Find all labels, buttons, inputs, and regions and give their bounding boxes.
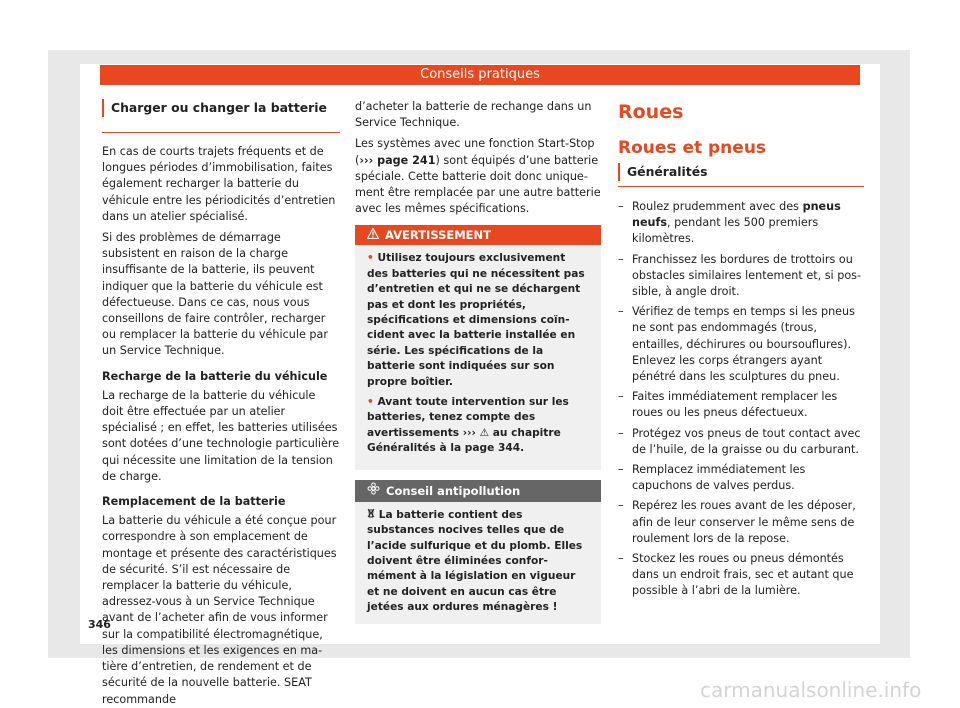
paragraph: La batterie du véhicule a été conçue pour correspondre à son emplacement de montage et présente des caractéristiques de sécurité. S’il est nécessaire de remplacer la batterie du véhicule, adressez-vous à un Service Technique avant de l’acheter afin de vous informer sur la compatibilité électromagnétique, les dimensions et les exigences en matière d’entretien, de rendement et de sécurité de la nouvelle batterie. SEAT recommande xyxy=(102,514,337,706)
paragraph-start-stop xyxy=(355,136,601,217)
warning-item xyxy=(367,251,589,390)
list-item: – Faites immédiatement remplacer les roues ou les pneus défectueux. xyxy=(618,390,838,420)
watermark: carmanualsonline.info xyxy=(700,678,922,702)
list-item: – Remplacez immédiatement les capuchons de valves perdus. xyxy=(618,463,806,493)
eco-tip-header xyxy=(355,480,601,502)
chapter-title: Roues xyxy=(618,101,684,123)
flower-icon xyxy=(367,480,380,502)
list-item: – Roulez prudemment avec des pneus neufs, pendant les 500 premiers kilomètres. xyxy=(618,200,841,246)
warning-triangle-icon xyxy=(367,225,379,245)
paragraph: La recharge de la batterie du véhicule doit être effectuée par un atelier spécialisé ; en effet, les batteries utilisées sont dotées d’une technologie particulière qui nécessite une limitation de la tension de charge. xyxy=(102,388,340,483)
paragraph: d’acheter la batterie de rechange dans un Service Technique. xyxy=(355,100,592,130)
list-item: – Protégez vos pneus de tout contact avec de l’huile, de la graisse ou du carburant. xyxy=(618,426,861,456)
page-header: Conseils pratiques xyxy=(100,65,860,85)
warning-item-text: Utilisez toujours exclusivement des batteries qui ne nécessitent pas d’entretien et qui ne se déchargent pas et dont les propriétés, spécifications et dimensions coïncident avec la batterie installée en série. Les spécifications de la batterie sont indiquées sur son propre boîtier. xyxy=(367,252,585,388)
list-item: – Stockez les roues ou pneus démontés dans un endroit frais, sec et autant que possible à l’abri de la lumière. xyxy=(618,552,854,598)
warning-body xyxy=(355,245,601,469)
paragraph: Si des problèmes de démarrage subsistent en raison de la charge insuffisante de la batterie, ils peuvent indiquer que la batterie du véhicule est défectueuse. Dans ce cas, nous vous conseillons de faire contrôler, recharger ou remplacer la batterie du véhicule par un Service Technique. xyxy=(102,231,328,358)
list-item: – Franchissez les bordures de trottoirs ou obstacles similaires lentement et, si possible, à angle droit. xyxy=(618,252,862,299)
eco-tip-text: La batterie contient des substances nocives telles que de l’acide sulfurique et du plomb. Elles doivent être éliminées conformément à la législation en vigueur et ne doivent en aucun cas être jetées aux ordures ménagères ! xyxy=(367,508,583,614)
column-middle xyxy=(355,99,601,624)
column-left xyxy=(102,99,340,708)
subheading-recharge: Recharge de la batterie du véhicule xyxy=(102,369,328,383)
tire-tips-list xyxy=(618,199,864,600)
trash-icon xyxy=(367,509,379,521)
column-right xyxy=(618,99,864,604)
eco-tip-box xyxy=(355,480,601,624)
bullet-icon: • xyxy=(367,396,378,409)
page-link[interactable]: ››› page 241 xyxy=(359,153,436,167)
list-item: – Repérez les roues avant de les déposer, afin de leur conserver le même sens de roulement lors de la repose. xyxy=(618,499,856,545)
subheading-replacement: Remplacement de la batterie xyxy=(102,495,286,509)
eco-tip-title: Conseil antipollution xyxy=(386,483,521,498)
chapter-subtitle: Roues et pneus xyxy=(618,138,767,158)
section-title-battery: Charger ou changer la batterie xyxy=(102,99,340,117)
bullet-icon: • xyxy=(367,252,378,265)
eco-tip-body xyxy=(355,502,601,624)
page-number: 346 xyxy=(88,618,111,631)
warning-box xyxy=(355,225,601,469)
section-title-general: Généralités xyxy=(618,163,864,181)
text: Les systèmes avec une fonction Start-Stop ( xyxy=(355,137,595,167)
list-item: – Vérifiez de temps en temps si les pneus ne sont pas endommagés (trous, entailles, déchirures ou boursouflures). Enlevez les corps étrangers ayant pénétré dans les sculptures du pneu. xyxy=(618,305,855,384)
section-heading-wrap xyxy=(618,163,864,187)
section-heading-wrap xyxy=(102,99,340,133)
text: ) sont équipés d’une batterie spéciale. Cette batterie doit donc uniquement être remplacée par une autre batterie avec les mêmes spécifications. xyxy=(355,153,601,216)
warning-header xyxy=(355,225,601,245)
warning-item-text: Avant toute intervention sur les batteries, tenez compte des avertissements ››› ⚠ au chapitre Généralités à la page 344. xyxy=(367,396,569,455)
paragraph: En cas de courts trajets fréquents et de longues périodes d’immobilisation, faites également recharger la batterie du véhicule entre les périodicités d’entretien dans un atelier spécialisé. xyxy=(102,145,336,223)
warning-title: AVERTISSEMENT xyxy=(385,228,492,243)
warning-item xyxy=(367,395,589,457)
